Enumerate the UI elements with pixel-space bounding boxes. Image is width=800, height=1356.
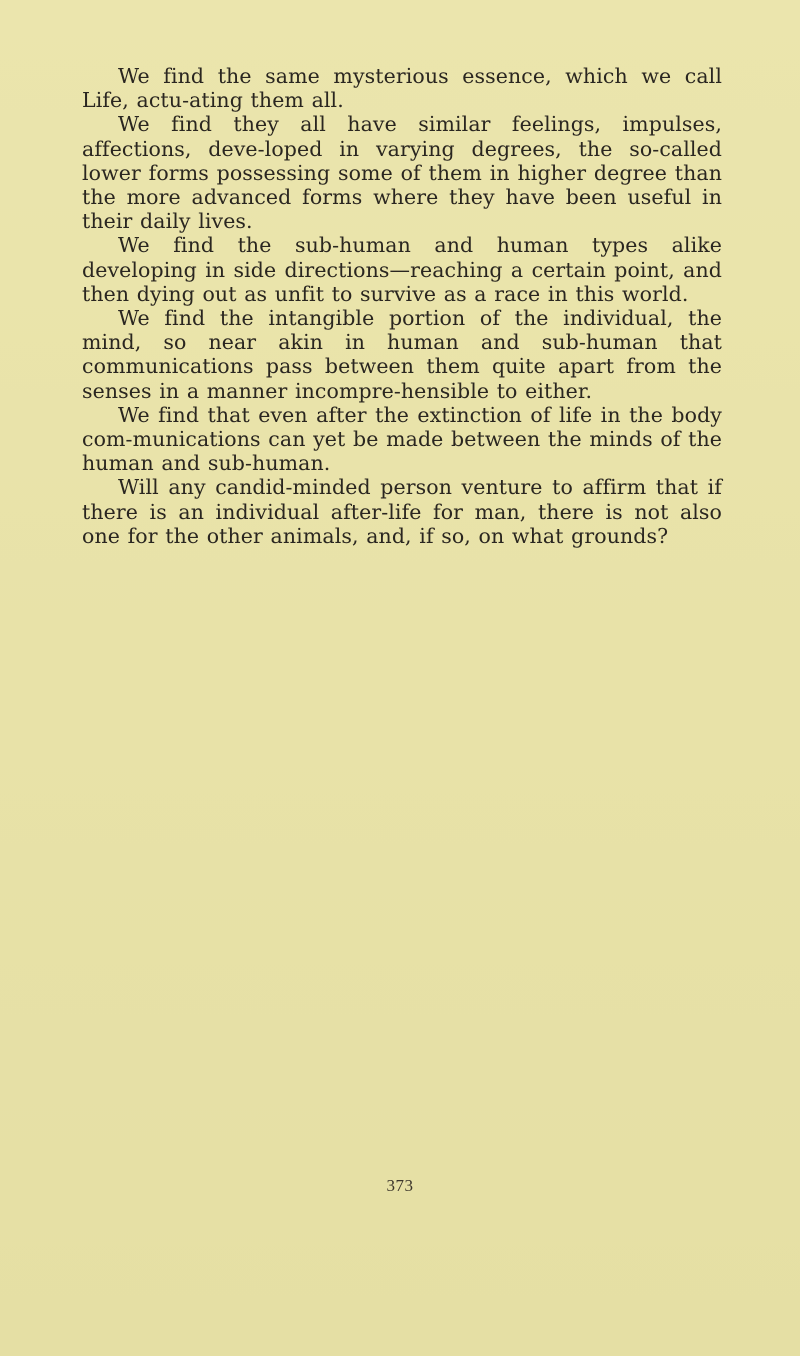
paragraph-2: We find they all have similar feelings, impulses, affections, deve-loped in varying degrees, the so-called lower forms possessing some of them in higher degree than the more advanced forms where they have been useful in their daily lives. xyxy=(82,112,722,234)
paragraph-6: Will any candid-minded person venture to affirm that if there is an individual after-life for man, there is not also one for the other animals, and, if so, on what grounds? xyxy=(82,475,722,548)
paragraph-5: We find that even after the extinction of life in the body com-munications can yet be made between the minds of the human and sub-human. xyxy=(82,402,722,476)
body-text xyxy=(82,64,722,548)
paragraph-4: We find the intangible portion of the individual, the mind, so near akin in human and sub-human that communications pass between them quite apart from the senses in a manner incompre-hensible to either. xyxy=(82,306,722,403)
page-number: 373 xyxy=(386,1176,414,1195)
paragraph-1: We find the same mysterious essence, which we call Life, actu-ating them all. xyxy=(82,64,722,113)
paragraph-3: We find the sub-human and human types alike developing in side directions—reaching a certain point, and then dying out as unfit to survive as a race in this world. xyxy=(82,233,722,306)
